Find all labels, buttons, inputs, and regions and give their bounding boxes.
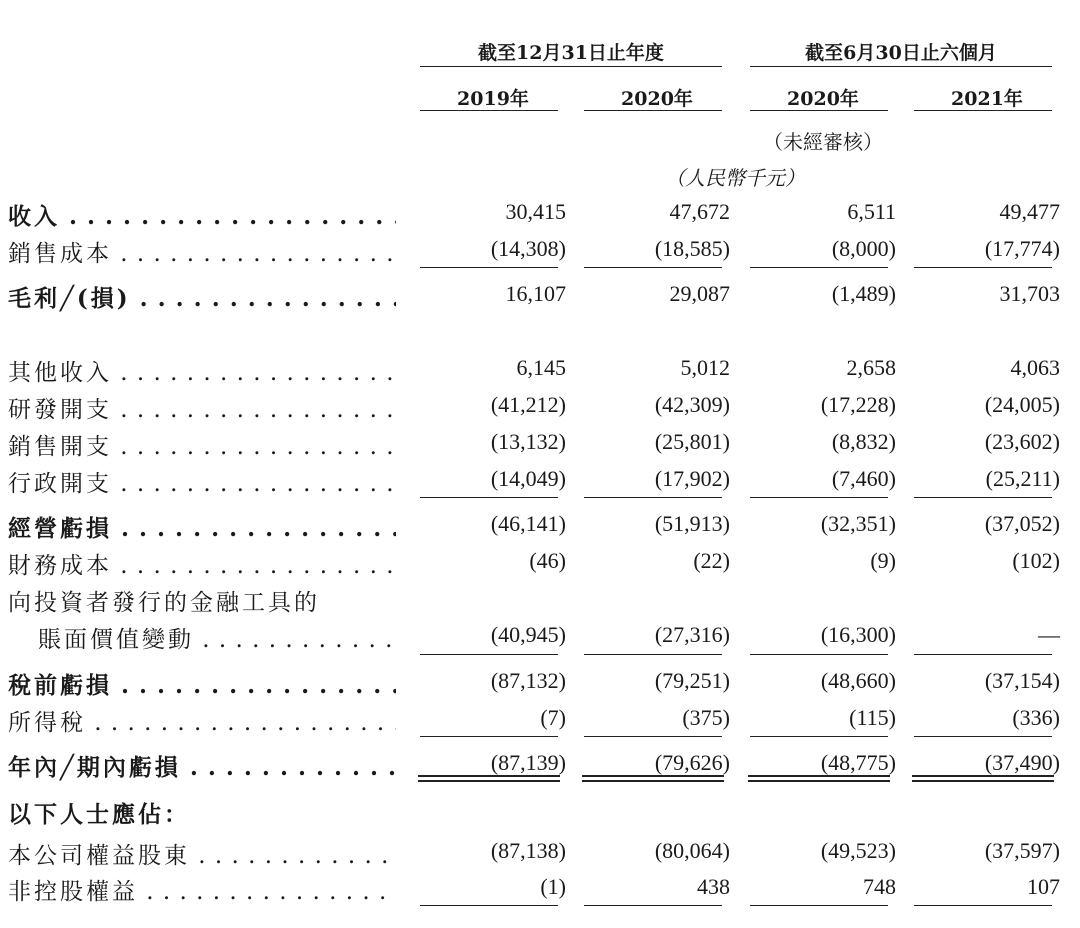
row-value: (46,141) (490, 511, 566, 536)
row-value: (24,005) (984, 392, 1060, 417)
year-rule (750, 110, 888, 111)
subtotal-rule (750, 267, 888, 268)
row-label-loss-before-tax: 稅前虧損 . . . (8, 667, 396, 700)
row-value: 30,415 (505, 199, 566, 224)
row-value: 6,145 (516, 355, 566, 380)
year-rule (584, 110, 722, 111)
row-value: 31,703 (999, 281, 1060, 306)
row-label-equity-shareholders: 本公司權益股東 . . . (8, 837, 396, 870)
year-rule (420, 110, 558, 111)
row-label-income-tax: 所得稅 . . . (8, 704, 396, 737)
row-value: 49,477 (999, 199, 1060, 224)
row-value: (9) (870, 548, 896, 573)
year-header: 2020年 (787, 88, 859, 110)
subtotal-rule (420, 654, 558, 655)
subtotal-rule (420, 267, 558, 268)
row-label-admin-expenses: 行政開支 . . . (8, 465, 396, 498)
row-value: 5,012 (680, 355, 730, 380)
row-value: (14,308) (490, 236, 566, 261)
subtotal-rule (750, 497, 888, 498)
row-value: (16,300) (820, 622, 896, 647)
row-value: (87,138) (490, 838, 566, 863)
row-value: (80,064) (654, 838, 730, 863)
row-label-non-controlling-interests: 非控股權益 . . . (8, 873, 396, 906)
row-value: (7) (540, 705, 566, 730)
row-value: (18,585) (654, 236, 730, 261)
row-value: (17,774) (984, 236, 1060, 261)
subtotal-rule (750, 905, 888, 906)
total-double-rule (912, 775, 1054, 782)
row-value: — (1038, 622, 1060, 647)
row-label-other-income: 其他收入 . . . (8, 354, 396, 387)
row-value: (336) (1012, 705, 1060, 730)
subtotal-rule (914, 267, 1052, 268)
row-value: (1,489) (831, 281, 896, 306)
row-value: (8,832) (831, 429, 896, 454)
row-value: (8,000) (831, 236, 896, 261)
row-value: (115) (849, 705, 896, 730)
row-value: (25,211) (985, 466, 1060, 491)
row-value: (48,660) (820, 668, 896, 693)
row-value: 47,672 (669, 199, 730, 224)
row-value: (37,052) (984, 511, 1060, 536)
unaudited-note: （未經審核） (763, 130, 883, 154)
subtotal-rule (914, 905, 1052, 906)
row-value: (13,132) (490, 429, 566, 454)
row-label-revenue: 收入 . . . (8, 198, 396, 231)
row-label-operating-loss: 經營虧損 . . . (8, 510, 396, 543)
subtotal-rule (584, 497, 722, 498)
subtotal-rule (420, 497, 558, 498)
total-double-rule (748, 775, 890, 782)
header-group-full-year: 截至12月31日止年度 (478, 42, 664, 64)
row-value: (1) (540, 874, 566, 899)
row-value: 438 (697, 874, 730, 899)
row-value: 29,087 (669, 281, 730, 306)
year-rule (914, 110, 1052, 111)
row-value: (32,351) (820, 511, 896, 536)
row-value: (14,049) (490, 466, 566, 491)
row-value: (37,490) (984, 750, 1060, 775)
subtotal-rule (584, 905, 722, 906)
row-value: 16,107 (505, 281, 566, 306)
subtotal-rule (420, 736, 558, 737)
header-group-six-months: 截至6月30日止六個月 (805, 42, 997, 64)
row-value: (49,523) (820, 838, 896, 863)
row-value: 2,658 (846, 355, 896, 380)
row-value: 107 (1027, 874, 1060, 899)
subtotal-rule (584, 267, 722, 268)
subtotal-rule (584, 736, 722, 737)
row-value: (25,801) (654, 429, 730, 454)
row-value: (375) (682, 705, 730, 730)
total-double-rule (582, 775, 724, 782)
year-header: 2021年 (951, 88, 1023, 110)
row-label-carrying-amount-change: 賬面價值變動 . . . (38, 621, 396, 654)
row-label-loss-for-period: 年內╱期內虧損 . . . (8, 749, 396, 782)
row-value: (42,309) (654, 392, 730, 417)
row-label-financial-instruments-line1: 向投資者發行的金融工具的 (8, 590, 320, 616)
subtotal-rule (914, 654, 1052, 655)
row-value: 6,511 (847, 199, 896, 224)
row-value: (23,602) (984, 429, 1060, 454)
subtotal-rule (420, 905, 558, 906)
header-rule (750, 66, 1052, 67)
row-value: (22) (693, 548, 730, 573)
row-label-rd-expenses: 研發開支 . . . (8, 391, 396, 424)
row-label-gross-profit: 毛利╱(損) . . . (8, 280, 396, 313)
row-value: (7,460) (831, 466, 896, 491)
subtotal-rule (914, 497, 1052, 498)
row-value: (102) (1012, 548, 1060, 573)
unit-note: （人民幣千元） (665, 166, 805, 190)
row-value: (51,913) (654, 511, 730, 536)
row-value: (87,139) (490, 750, 566, 775)
year-header: 2020年 (621, 88, 693, 110)
row-value: 4,063 (1010, 355, 1060, 380)
header-rule (420, 66, 722, 67)
row-label-cost-of-sales: 銷售成本 . . . (8, 235, 396, 268)
row-label-attributable-to: 以下人士應佔： (8, 801, 190, 828)
row-value: (79,251) (654, 668, 730, 693)
year-header: 2019年 (457, 88, 529, 110)
row-value: (17,228) (820, 392, 896, 417)
row-value: (17,902) (654, 466, 730, 491)
row-value: (41,212) (490, 392, 566, 417)
subtotal-rule (750, 654, 888, 655)
row-label-finance-costs: 財務成本 . . . (8, 547, 396, 580)
total-double-rule (418, 775, 560, 782)
row-value: (79,626) (654, 750, 730, 775)
row-value: 748 (863, 874, 896, 899)
row-value: (40,945) (490, 622, 566, 647)
row-value: (87,132) (490, 668, 566, 693)
subtotal-rule (914, 736, 1052, 737)
row-value: (37,597) (984, 838, 1060, 863)
row-label-selling-expenses: 銷售開支 . . . (8, 428, 396, 461)
row-value: (48,775) (820, 750, 896, 775)
row-value: (27,316) (654, 622, 730, 647)
row-value: (46) (529, 548, 566, 573)
row-value: (37,154) (984, 668, 1060, 693)
subtotal-rule (750, 736, 888, 737)
subtotal-rule (584, 654, 722, 655)
